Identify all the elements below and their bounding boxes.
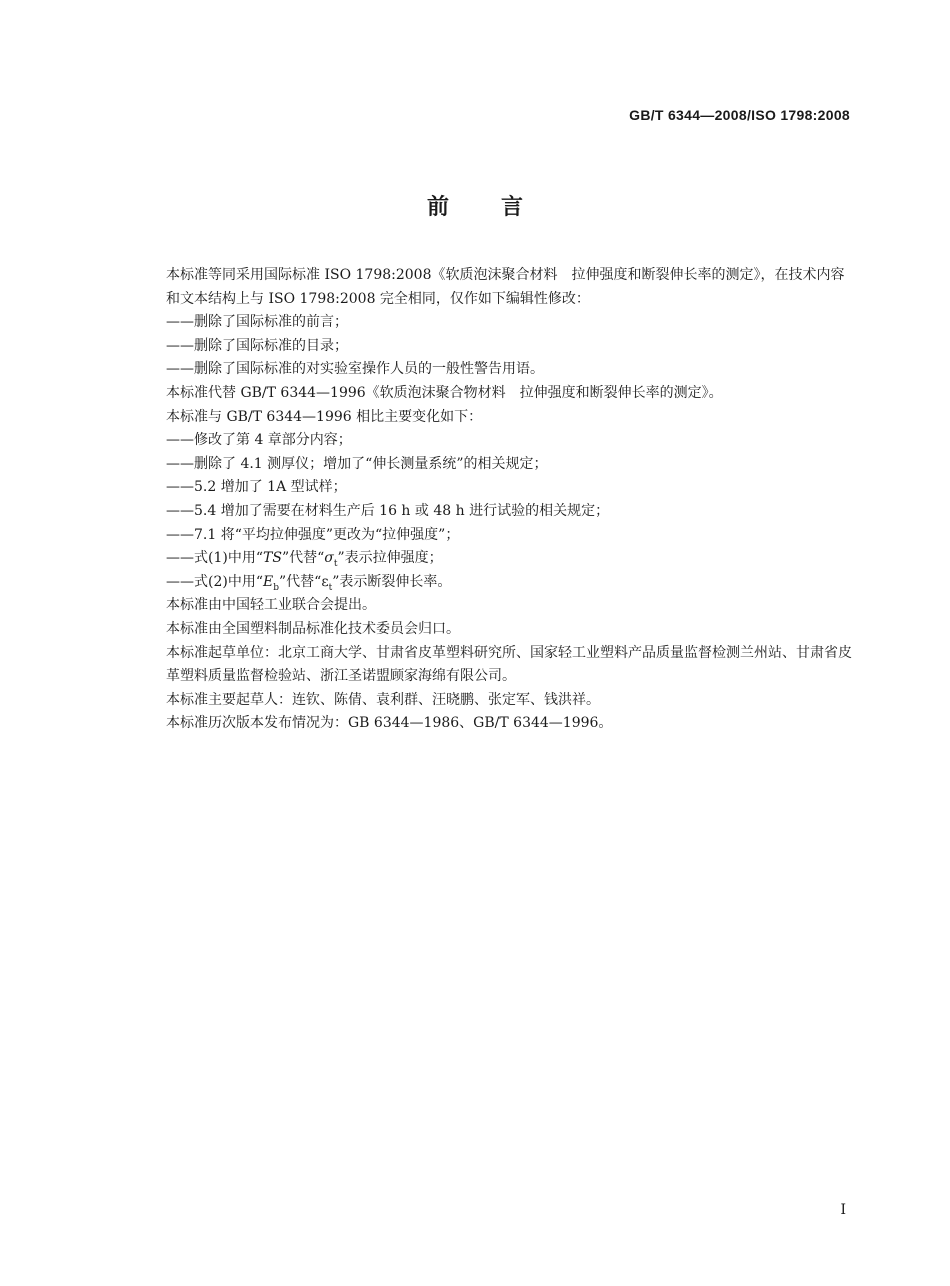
text-fragment: ——式(2)中用“	[166, 573, 263, 590]
list-item: ——修改了第 4 章部分内容；	[166, 432, 352, 449]
page-title: 前言	[426, 194, 575, 220]
subscript: t	[328, 582, 333, 593]
text-fragment: ”表示断裂伸长率。	[332, 573, 452, 590]
symbol-ts: TS	[263, 550, 282, 567]
text-fragment: ”代替“	[279, 573, 322, 590]
list-item: ——删除了国际标准的前言；	[166, 314, 348, 331]
paragraph: 本标准由中国轻工业联合会提出。	[166, 597, 376, 614]
list-item: ——删除了国际标准的目录；	[166, 337, 348, 354]
paragraph: 本标准由全国塑料制品标准化技术委员会归口。	[166, 620, 460, 637]
list-item: ——删除了 4.1 测厚仪；增加了“伸长测量系统”的相关规定；	[166, 455, 548, 472]
symbol-epsilon: ε	[321, 573, 329, 590]
standard-code-header: GB/T 6344—2008/ISO 1798:2008	[629, 107, 850, 123]
list-item: ——5.4 增加了需要在材料生产后 16 h 或 48 h 进行试验的相关规定；	[166, 502, 610, 519]
paragraph: 本标准代替 GB/T 6344—1996《软质泡沫聚合物材料 拉伸强度和断裂伸长率的测定》。	[166, 384, 723, 401]
list-item-formula-2	[136, 571, 856, 595]
text-fragment: ”表示拉伸强度；	[337, 550, 443, 567]
paragraph: 本标准与 GB/T 6344—1996 相比主要变化如下：	[166, 408, 483, 425]
list-item-formula-1	[136, 547, 856, 571]
list-item: ——7.1 将“平均拉伸强度”更改为“拉伸强度”；	[166, 526, 460, 543]
list-item: ——删除了国际标准的对实验室操作人员的一般性警告用语。	[166, 361, 544, 378]
paragraph: 本标准主要起草人：连钦、陈倩、袁利群、汪晓鹏、张定军、钱洪祥。	[166, 691, 600, 708]
subscript: b	[273, 582, 279, 593]
text-fragment: ”代替“	[281, 550, 325, 567]
foreword-body	[136, 264, 856, 736]
paragraph: 本标准等同采用国际标准 ISO 1798:2008《软质泡沫聚合材料 拉伸强度和断裂伸长率的测定》，在技术内容和文本结构上与 ISO 1798:2008 完全相同，仅作如下编辑性修改：	[166, 267, 845, 307]
paragraph: 本标准历次版本发布情况为：GB 6344—1986、GB/T 6344—1996。	[166, 715, 613, 732]
symbol-e: E	[263, 573, 274, 590]
list-item: ——5.2 增加了 1A 型试样；	[166, 479, 347, 496]
text-fragment: ——式(1)中用“	[166, 550, 263, 567]
subscript: t	[333, 558, 338, 569]
page-number: I	[840, 1202, 846, 1218]
paragraph: 本标准起草单位：北京工商大学、甘肃省皮革塑料研究所、国家轻工业塑料产品质量监督检测兰州站、甘肃省皮革塑料质量监督检验站、浙江圣诺盟顾家海绵有限公司。	[166, 644, 852, 685]
symbol-sigma: σ	[324, 550, 334, 567]
